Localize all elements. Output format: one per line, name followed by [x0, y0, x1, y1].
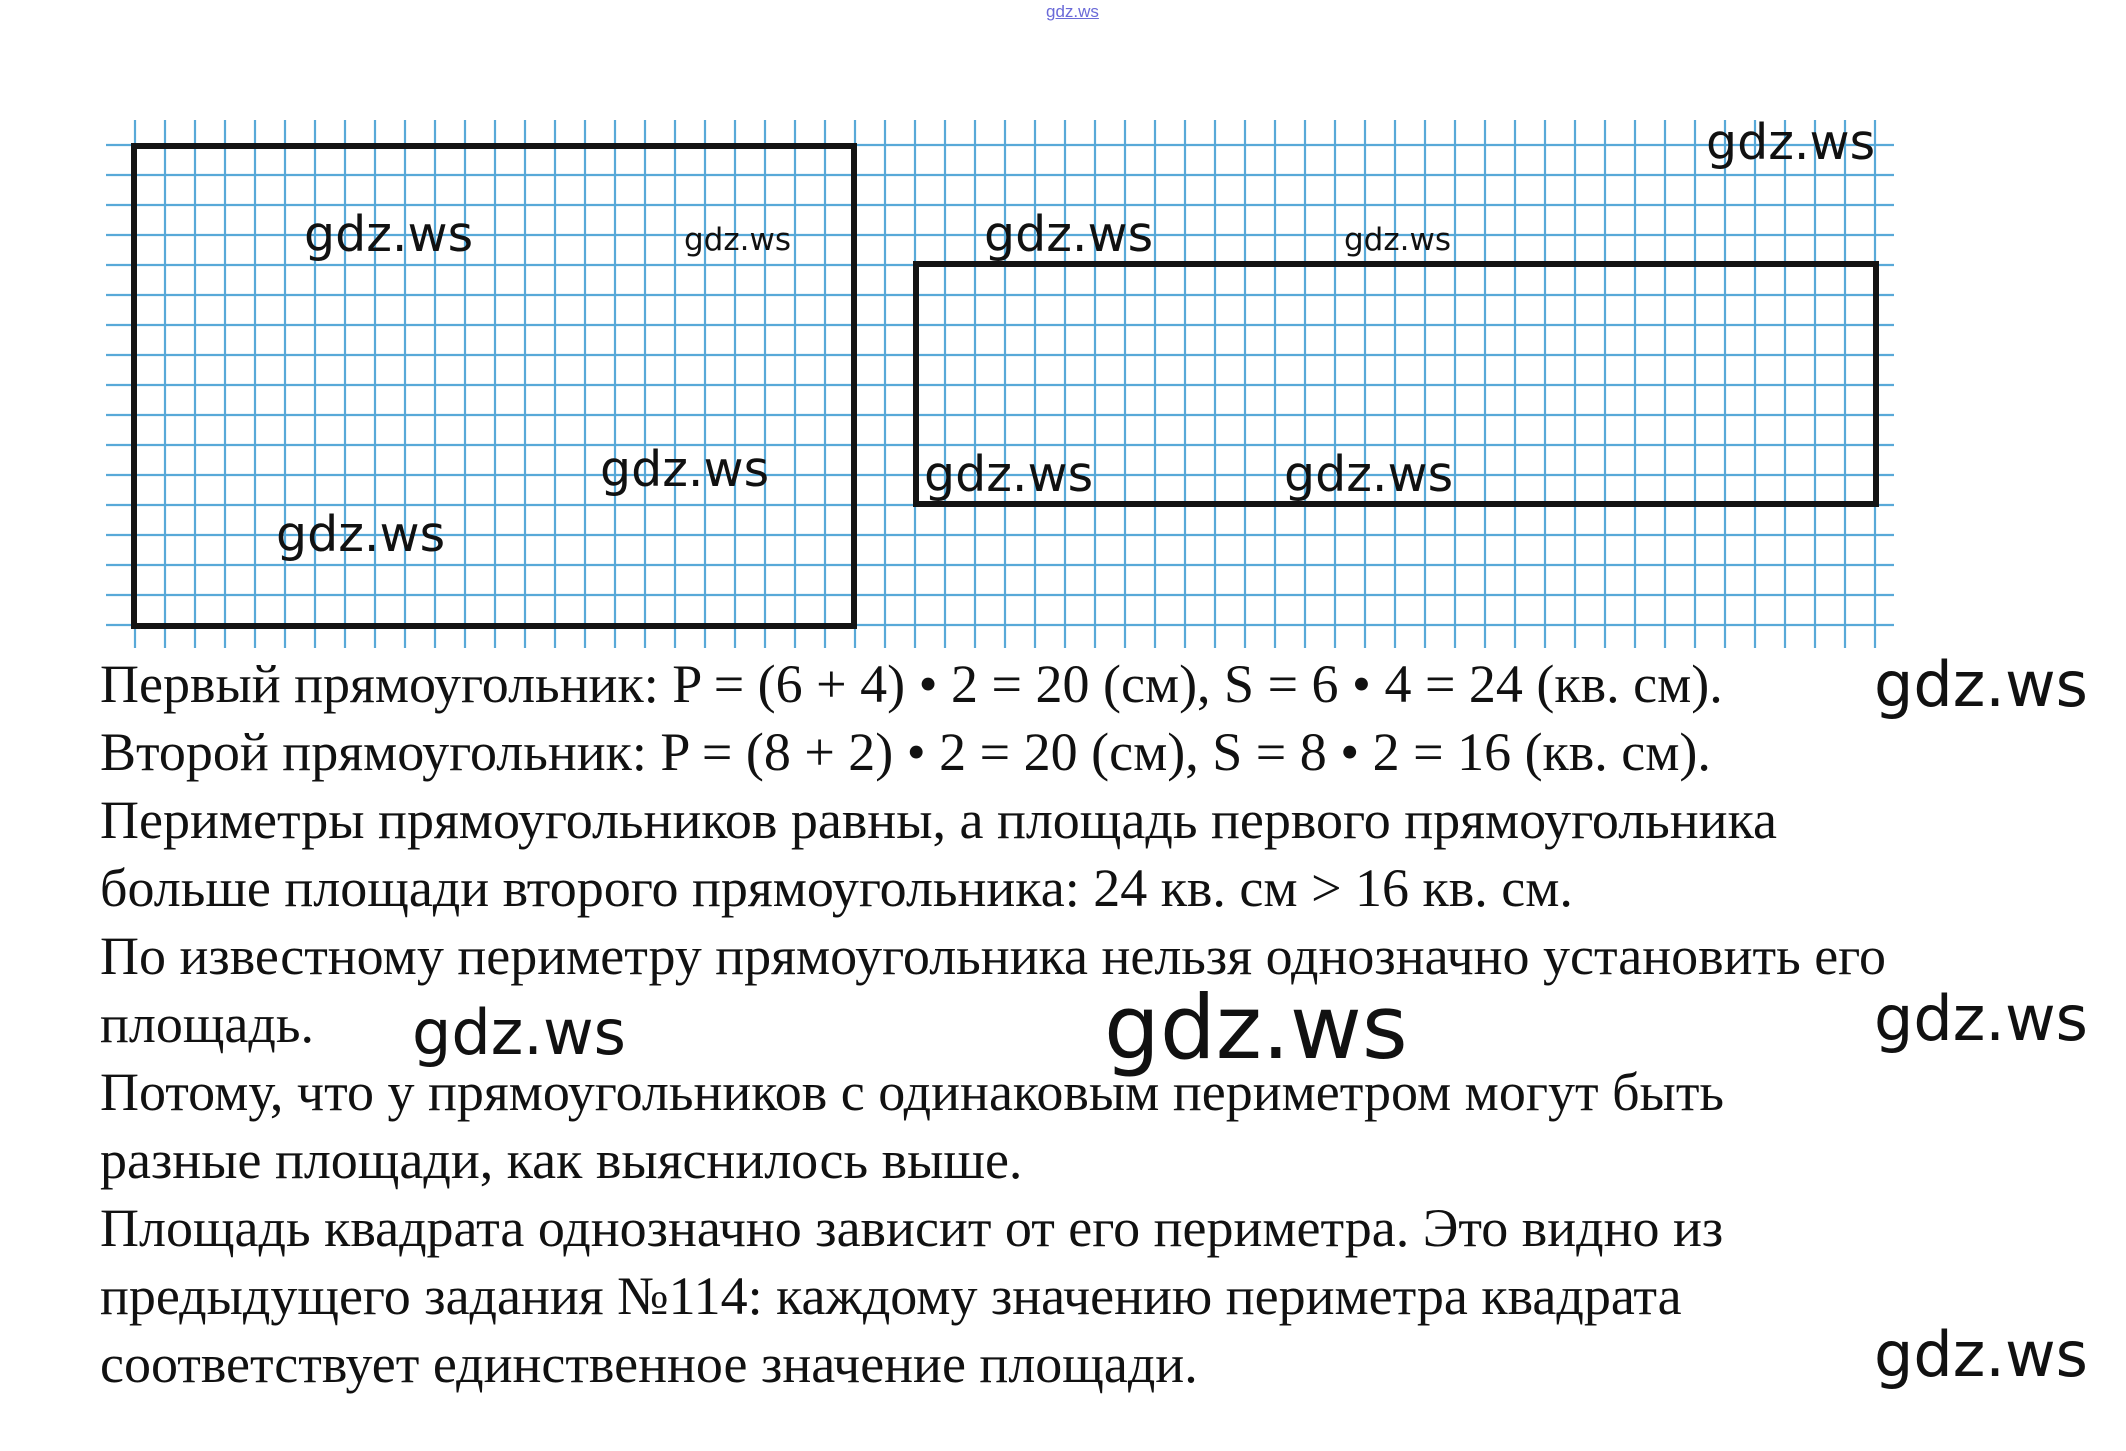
- watermark: gdz.ws: [1706, 114, 1876, 171]
- text-line: площадь.: [100, 994, 314, 1054]
- grid-lines: [106, 120, 1894, 648]
- text-line: предыдущего задания №114: каждому значению периметра квадрата: [100, 1266, 1682, 1326]
- watermark: gdz.ws: [924, 446, 1094, 503]
- text-line: Потому, что у прямоугольников с одинаковым периметром могут быть: [100, 1062, 1725, 1122]
- text-line: Площадь квадрата однозначно зависит от его периметра. Это видно из: [100, 1198, 1724, 1258]
- text-line: соответствует единственное значение площади.: [100, 1334, 1198, 1394]
- text-line: разные площади, как выяснилось выше.: [100, 1130, 1023, 1190]
- watermark: gdz.ws: [1344, 222, 1451, 258]
- watermark: gdz.ws: [412, 996, 626, 1069]
- watermark: gdz.ws: [600, 441, 770, 498]
- solution-text: [100, 650, 2080, 1398]
- text-line: По известному периметру прямоугольника нельзя однозначно установить его: [100, 926, 1886, 986]
- text-line: Первый прямоугольник: P = (6 + 4) • 2 = 20 (см), S = 6 • 4 = 24 (кв. см).: [100, 654, 1723, 714]
- watermark: gdz.ws: [1874, 648, 2088, 721]
- watermark: gdz.ws: [1284, 446, 1454, 503]
- watermark: gdz.ws: [304, 206, 474, 263]
- watermark: gdz.ws: [276, 506, 446, 563]
- watermark: gdz.ws: [1874, 1318, 2088, 1391]
- watermark: gdz.ws: [684, 222, 791, 258]
- text-line: Второй прямоугольник: P = (8 + 2) • 2 = 20 (см), S = 8 • 2 = 16 (кв. см).: [100, 722, 1711, 782]
- watermark: gdz.ws: [1104, 976, 1408, 1079]
- text-line: Периметры прямоугольников равны, а площадь первого прямоугольника: [100, 790, 1777, 850]
- site-link[interactable]: gdz.ws: [1046, 2, 1099, 21]
- watermark: gdz.ws: [984, 206, 1154, 263]
- text-line: больше площади второго прямоугольника: 24 кв. см > 16 кв. см.: [100, 858, 1573, 918]
- watermark: gdz.ws: [1874, 982, 2088, 1055]
